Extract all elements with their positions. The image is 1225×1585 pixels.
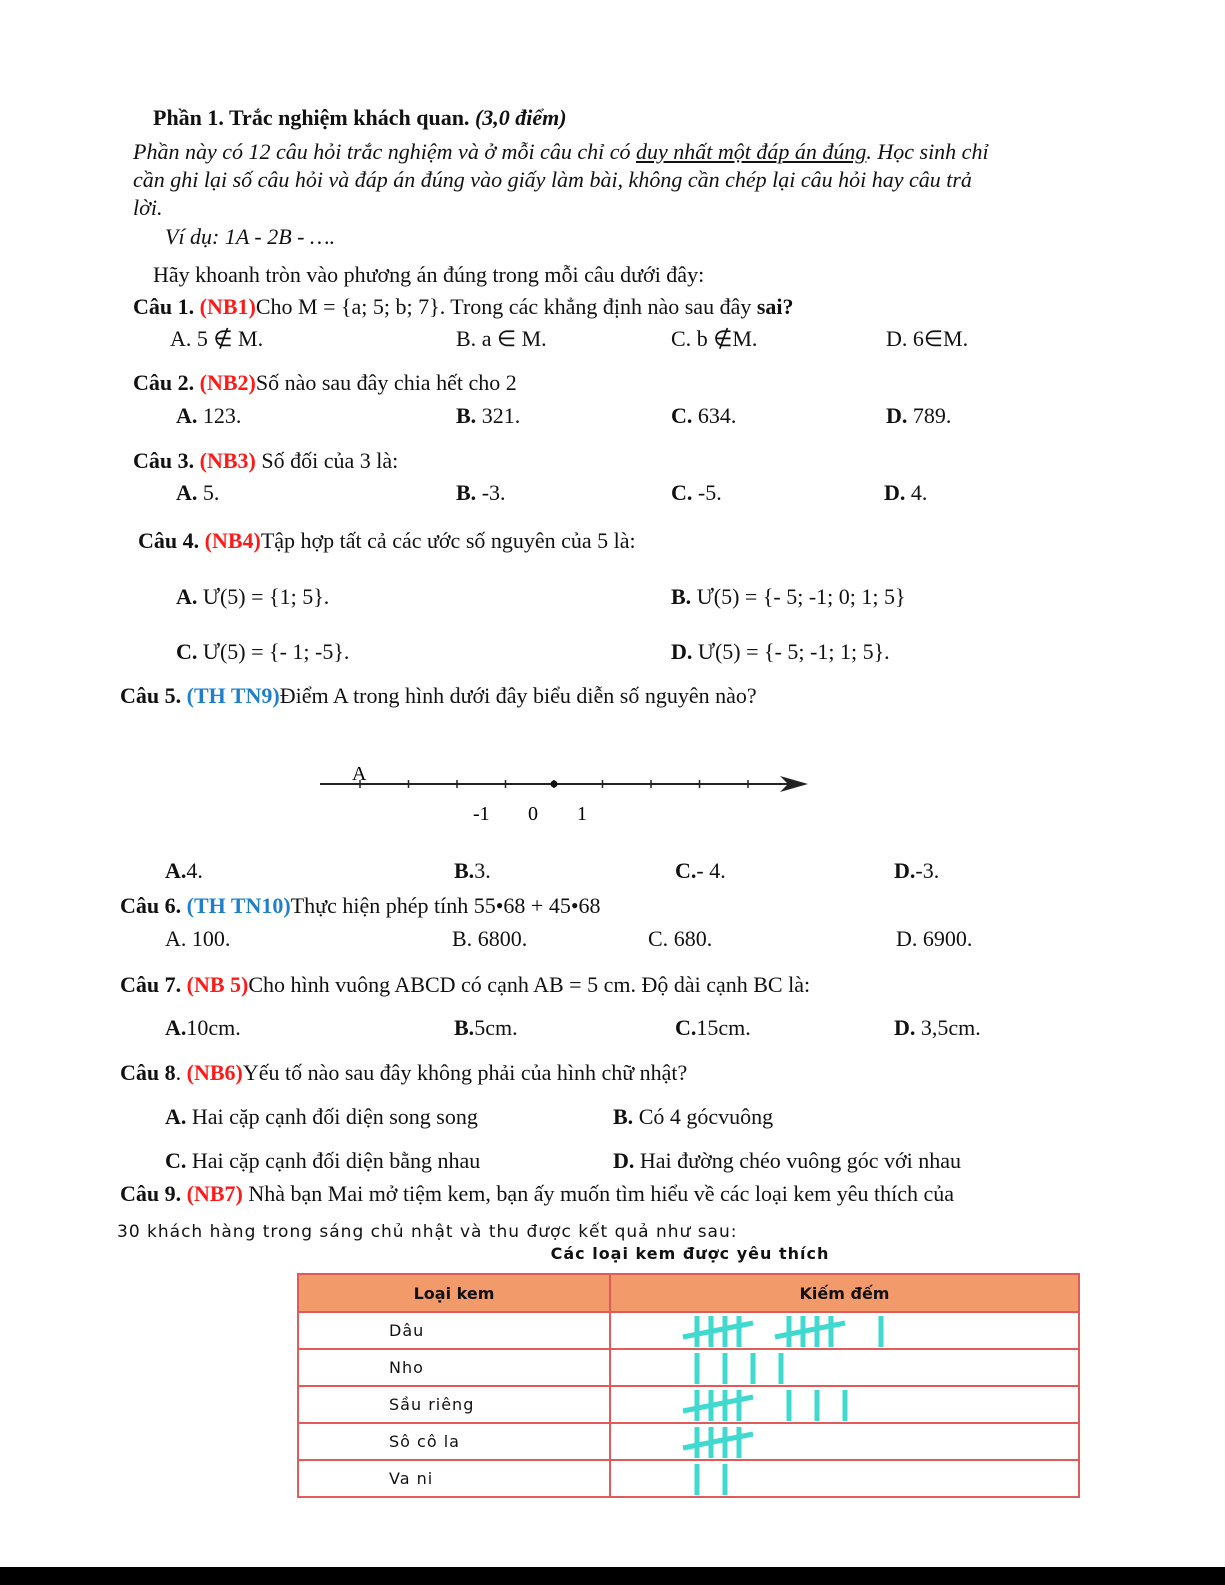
- option-5a[interactable]: [165, 857, 203, 885]
- q-tag: (TH TN9): [186, 683, 280, 708]
- option-text: 680.: [668, 926, 713, 951]
- option-7c[interactable]: [675, 1014, 751, 1042]
- option-1b[interactable]: [456, 325, 547, 353]
- tally-table: [297, 1273, 1080, 1498]
- option-letter: D.: [886, 403, 908, 428]
- option-text: Ư(5) = {1; 5}.: [197, 584, 330, 609]
- tick-label-0: 0: [528, 803, 538, 825]
- option-letter: D.: [896, 926, 918, 951]
- tally-cell: [610, 1312, 1079, 1349]
- q-tag: (NB3): [199, 448, 256, 473]
- option-text: - 4.: [696, 858, 726, 883]
- option-text: Hai cặp cạnh đối diện bằng nhau: [186, 1148, 481, 1173]
- option-4d[interactable]: [671, 638, 890, 666]
- option-letter: A.: [165, 858, 187, 883]
- tally-marks: [681, 1387, 1141, 1423]
- option-text: Hai cặp cạnh đối diện song song: [186, 1104, 478, 1129]
- option-letter: C.: [648, 926, 669, 951]
- option-8a[interactable]: [165, 1103, 478, 1131]
- example-line: Ví dụ: 1A - 2B - ….: [165, 224, 336, 249]
- option-text: Ư(5) = {- 1; -5}.: [197, 639, 350, 664]
- option-text: 123.: [197, 403, 242, 428]
- option-8c[interactable]: [165, 1147, 480, 1175]
- option-text: b ∉M.: [691, 326, 758, 351]
- option-letter: B.: [456, 480, 477, 505]
- tally-cell: [610, 1349, 1079, 1386]
- option-letter: C.: [675, 858, 697, 883]
- question-5: [120, 682, 757, 710]
- question-2: [133, 369, 517, 397]
- heading-points: (3,0 điểm): [474, 105, 567, 130]
- tally-cross-stroke: [683, 1323, 753, 1337]
- option-text: 3,5cm.: [915, 1015, 981, 1040]
- q-text: Cho hình vuông ABCD có cạnh AB = 5 cm. Độ dài cạnh BC là:: [248, 972, 811, 997]
- option-letter: D.: [884, 480, 906, 505]
- q-text: Điểm A trong hình dưới đây biểu diễn số nguyên nào?: [279, 683, 757, 708]
- page-bottom-edge: [0, 1567, 1225, 1585]
- table-row: [298, 1386, 1079, 1423]
- q-label: Câu 8: [120, 1060, 176, 1085]
- q-text-bold: sai?: [756, 294, 794, 319]
- tick-label-minus1: -1: [473, 803, 490, 825]
- option-8d[interactable]: [613, 1147, 961, 1175]
- underlined-text: duy nhất một đáp án đúng: [635, 139, 867, 164]
- option-4a[interactable]: [176, 583, 329, 611]
- question-1: [133, 293, 794, 321]
- option-text: 789.: [907, 403, 952, 428]
- option-6c[interactable]: [648, 925, 712, 953]
- tally-cell: [610, 1386, 1079, 1423]
- tally-cross-stroke: [683, 1397, 753, 1411]
- q-label: Câu 7.: [120, 972, 182, 997]
- option-6b[interactable]: [452, 925, 527, 953]
- option-2d[interactable]: [886, 402, 951, 430]
- option-letter: B.: [452, 926, 473, 951]
- option-text: -3.: [476, 480, 506, 505]
- text: . Học sinh chỉ: [866, 139, 989, 164]
- option-letter: C.: [671, 403, 693, 428]
- option-letter: B.: [456, 326, 477, 351]
- q-tag: (NB 5): [186, 972, 249, 997]
- q-label: Câu 3.: [133, 448, 195, 473]
- option-5d[interactable]: [894, 857, 939, 885]
- table-header-row: [298, 1274, 1079, 1312]
- q-text: Yếu tố nào sau đây không phải của hình chữ nhật?: [242, 1060, 688, 1085]
- tally-cell: [610, 1423, 1079, 1460]
- option-letter: A.: [176, 480, 198, 505]
- option-2c[interactable]: [671, 402, 736, 430]
- point-a-label: A: [352, 763, 367, 785]
- instructions-line-2: cần ghi lại số câu hỏi và đáp án đúng vào giấy làm bài, không cần chép lại câu hỏi hay câu trả: [133, 167, 972, 192]
- flavor-name: Nho: [298, 1349, 610, 1386]
- tally-cross-stroke: [775, 1323, 845, 1337]
- option-5b[interactable]: [454, 857, 491, 885]
- table-row: [298, 1423, 1079, 1460]
- option-text: 100.: [186, 926, 231, 951]
- option-letter: A.: [176, 584, 198, 609]
- q-label: Câu 5.: [120, 683, 182, 708]
- section-heading: [153, 104, 567, 132]
- header-loai-kem: Loại kem: [298, 1274, 610, 1312]
- option-letter: A.: [170, 326, 192, 351]
- option-1a[interactable]: [170, 325, 263, 353]
- number-line-figure: [300, 755, 820, 835]
- q-sep: .: [175, 1060, 187, 1085]
- option-letter: D.: [613, 1148, 635, 1173]
- q-label: Câu 2.: [133, 370, 195, 395]
- option-text: 321.: [476, 403, 521, 428]
- option-text: 6800.: [472, 926, 528, 951]
- header-kiem-dem: Kiếm đếm: [610, 1274, 1079, 1312]
- text: Phần này có 12 câu hỏi trắc nghiệm và ở mỗi câu chỉ có: [133, 139, 636, 164]
- option-4c[interactable]: [176, 638, 349, 666]
- option-text: 4.: [905, 480, 928, 505]
- instructions-line-3: lời.: [133, 195, 163, 220]
- q-tag: (NB7): [186, 1181, 243, 1206]
- q-label: Câu 4.: [138, 528, 200, 553]
- heading-text: Phần 1. Trắc nghiệm khách quan.: [153, 105, 470, 130]
- q-tag: (NB4): [204, 528, 261, 553]
- option-text: Ư(5) = {- 5; -1; 1; 5}.: [692, 639, 890, 664]
- option-3a[interactable]: [176, 479, 219, 507]
- option-letter: B.: [613, 1104, 634, 1129]
- option-1c[interactable]: [671, 325, 757, 353]
- option-letter: A.: [165, 1104, 187, 1129]
- option-3b[interactable]: [456, 479, 506, 507]
- option-4b[interactable]: [671, 583, 906, 611]
- flavor-name: Va ni: [298, 1460, 610, 1497]
- option-7b[interactable]: [454, 1014, 518, 1042]
- tick-label-1: 1: [577, 803, 587, 825]
- option-6a[interactable]: [165, 925, 230, 953]
- q-label: Câu 9.: [120, 1181, 182, 1206]
- q-text: Số nào sau đây chia hết cho 2: [255, 370, 517, 395]
- question-3: [133, 447, 398, 475]
- tally-cross-stroke: [683, 1434, 753, 1448]
- q-tag: (TH TN10): [186, 893, 291, 918]
- option-text: -3.: [915, 858, 940, 883]
- option-text: 634.: [692, 403, 737, 428]
- question-6: [120, 892, 601, 920]
- option-text: Ư(5) = {- 5; -1; 0; 1; 5}: [691, 584, 906, 609]
- option-letter: C.: [675, 1015, 697, 1040]
- option-letter: C.: [176, 639, 198, 664]
- flavor-name: Dâu: [298, 1312, 610, 1349]
- option-text: 3.: [474, 858, 491, 883]
- option-2b[interactable]: [456, 402, 520, 430]
- table-body: [298, 1312, 1079, 1497]
- q-tag: (NB2): [199, 370, 256, 395]
- origin-dot: [551, 781, 558, 788]
- option-5c[interactable]: [675, 857, 726, 885]
- question-7: [120, 971, 810, 999]
- question-4: [138, 527, 636, 555]
- q-text: Thực hiện phép tính 55•68 + 45•68: [290, 893, 601, 918]
- q-tag: (NB1): [199, 294, 256, 319]
- option-letter: D.: [894, 1015, 916, 1040]
- option-letter: A.: [165, 1015, 187, 1040]
- tally-cell: [610, 1460, 1079, 1497]
- tally-marks: [681, 1350, 1141, 1386]
- question-9: [120, 1180, 954, 1208]
- option-letter: C.: [671, 326, 692, 351]
- option-text: 10cm.: [186, 1015, 241, 1040]
- option-text: 6900.: [917, 926, 973, 951]
- option-7a[interactable]: [165, 1014, 241, 1042]
- q-tag: (NB6): [186, 1060, 243, 1085]
- option-letter: C.: [671, 480, 693, 505]
- option-letter: D.: [671, 639, 693, 664]
- tally-marks: [681, 1424, 1141, 1460]
- table-row: [298, 1349, 1079, 1386]
- option-letter: B.: [671, 584, 692, 609]
- option-letter: C.: [165, 1148, 187, 1173]
- table-row: [298, 1312, 1079, 1349]
- directive-line: Hãy khoanh tròn vào phương án đúng trong mỗi câu dưới đây:: [153, 262, 705, 287]
- option-1d[interactable]: [886, 325, 968, 353]
- option-3c[interactable]: [671, 479, 722, 507]
- q-text: Số đối của 3 là:: [255, 448, 399, 473]
- flavor-name: Sô cô la: [298, 1423, 610, 1460]
- option-text: 15cm.: [696, 1015, 751, 1040]
- option-letter: D.: [886, 326, 908, 351]
- tally-marks: [681, 1461, 1141, 1497]
- option-text: 4.: [186, 858, 203, 883]
- q-text: Cho M = {a; 5; b; 7}. Trong các khẳng định nào sau đây: [255, 294, 757, 319]
- option-letter: B.: [454, 1015, 475, 1040]
- option-text: Có 4 gócvuông: [633, 1104, 774, 1129]
- option-2a[interactable]: [176, 402, 241, 430]
- option-letter: B.: [454, 858, 475, 883]
- option-letter: A.: [176, 403, 198, 428]
- option-text: Hai đường chéo vuông góc với nhau: [634, 1148, 962, 1173]
- option-text: -5.: [692, 480, 722, 505]
- option-text: a ∈ M.: [476, 326, 547, 351]
- option-letter: B.: [456, 403, 477, 428]
- q-text: Tập hợp tất cả các ước số nguyên của 5 là:: [260, 528, 636, 553]
- flavor-name: Sầu riêng: [298, 1386, 610, 1423]
- option-6d[interactable]: [896, 925, 972, 953]
- option-letter: A.: [165, 926, 187, 951]
- option-7d[interactable]: [894, 1014, 981, 1042]
- table-title: Các loại kem được yêu thích: [550, 1244, 830, 1263]
- option-text: 6∈M.: [907, 326, 969, 351]
- option-text: 5.: [197, 480, 220, 505]
- option-text: 5cm.: [474, 1015, 518, 1040]
- option-letter: D.: [894, 858, 916, 883]
- option-text: 5 ∉ M.: [191, 326, 264, 351]
- q-label: Câu 1.: [133, 294, 195, 319]
- tally-marks: [681, 1313, 1141, 1349]
- option-3d[interactable]: [884, 479, 927, 507]
- question-9-continued: 30 khách hàng trong sáng chủ nhật và thu được kết quả như sau:: [117, 1222, 738, 1242]
- table-row: [298, 1460, 1079, 1497]
- q-text: Nhà bạn Mai mở tiệm kem, bạn ấy muốn tìm hiểu về các loại kem yêu thích của: [242, 1181, 954, 1206]
- q-label: Câu 6.: [120, 893, 182, 918]
- option-8b[interactable]: [613, 1103, 773, 1131]
- question-8: [120, 1059, 687, 1087]
- instructions-line-1: [133, 138, 989, 166]
